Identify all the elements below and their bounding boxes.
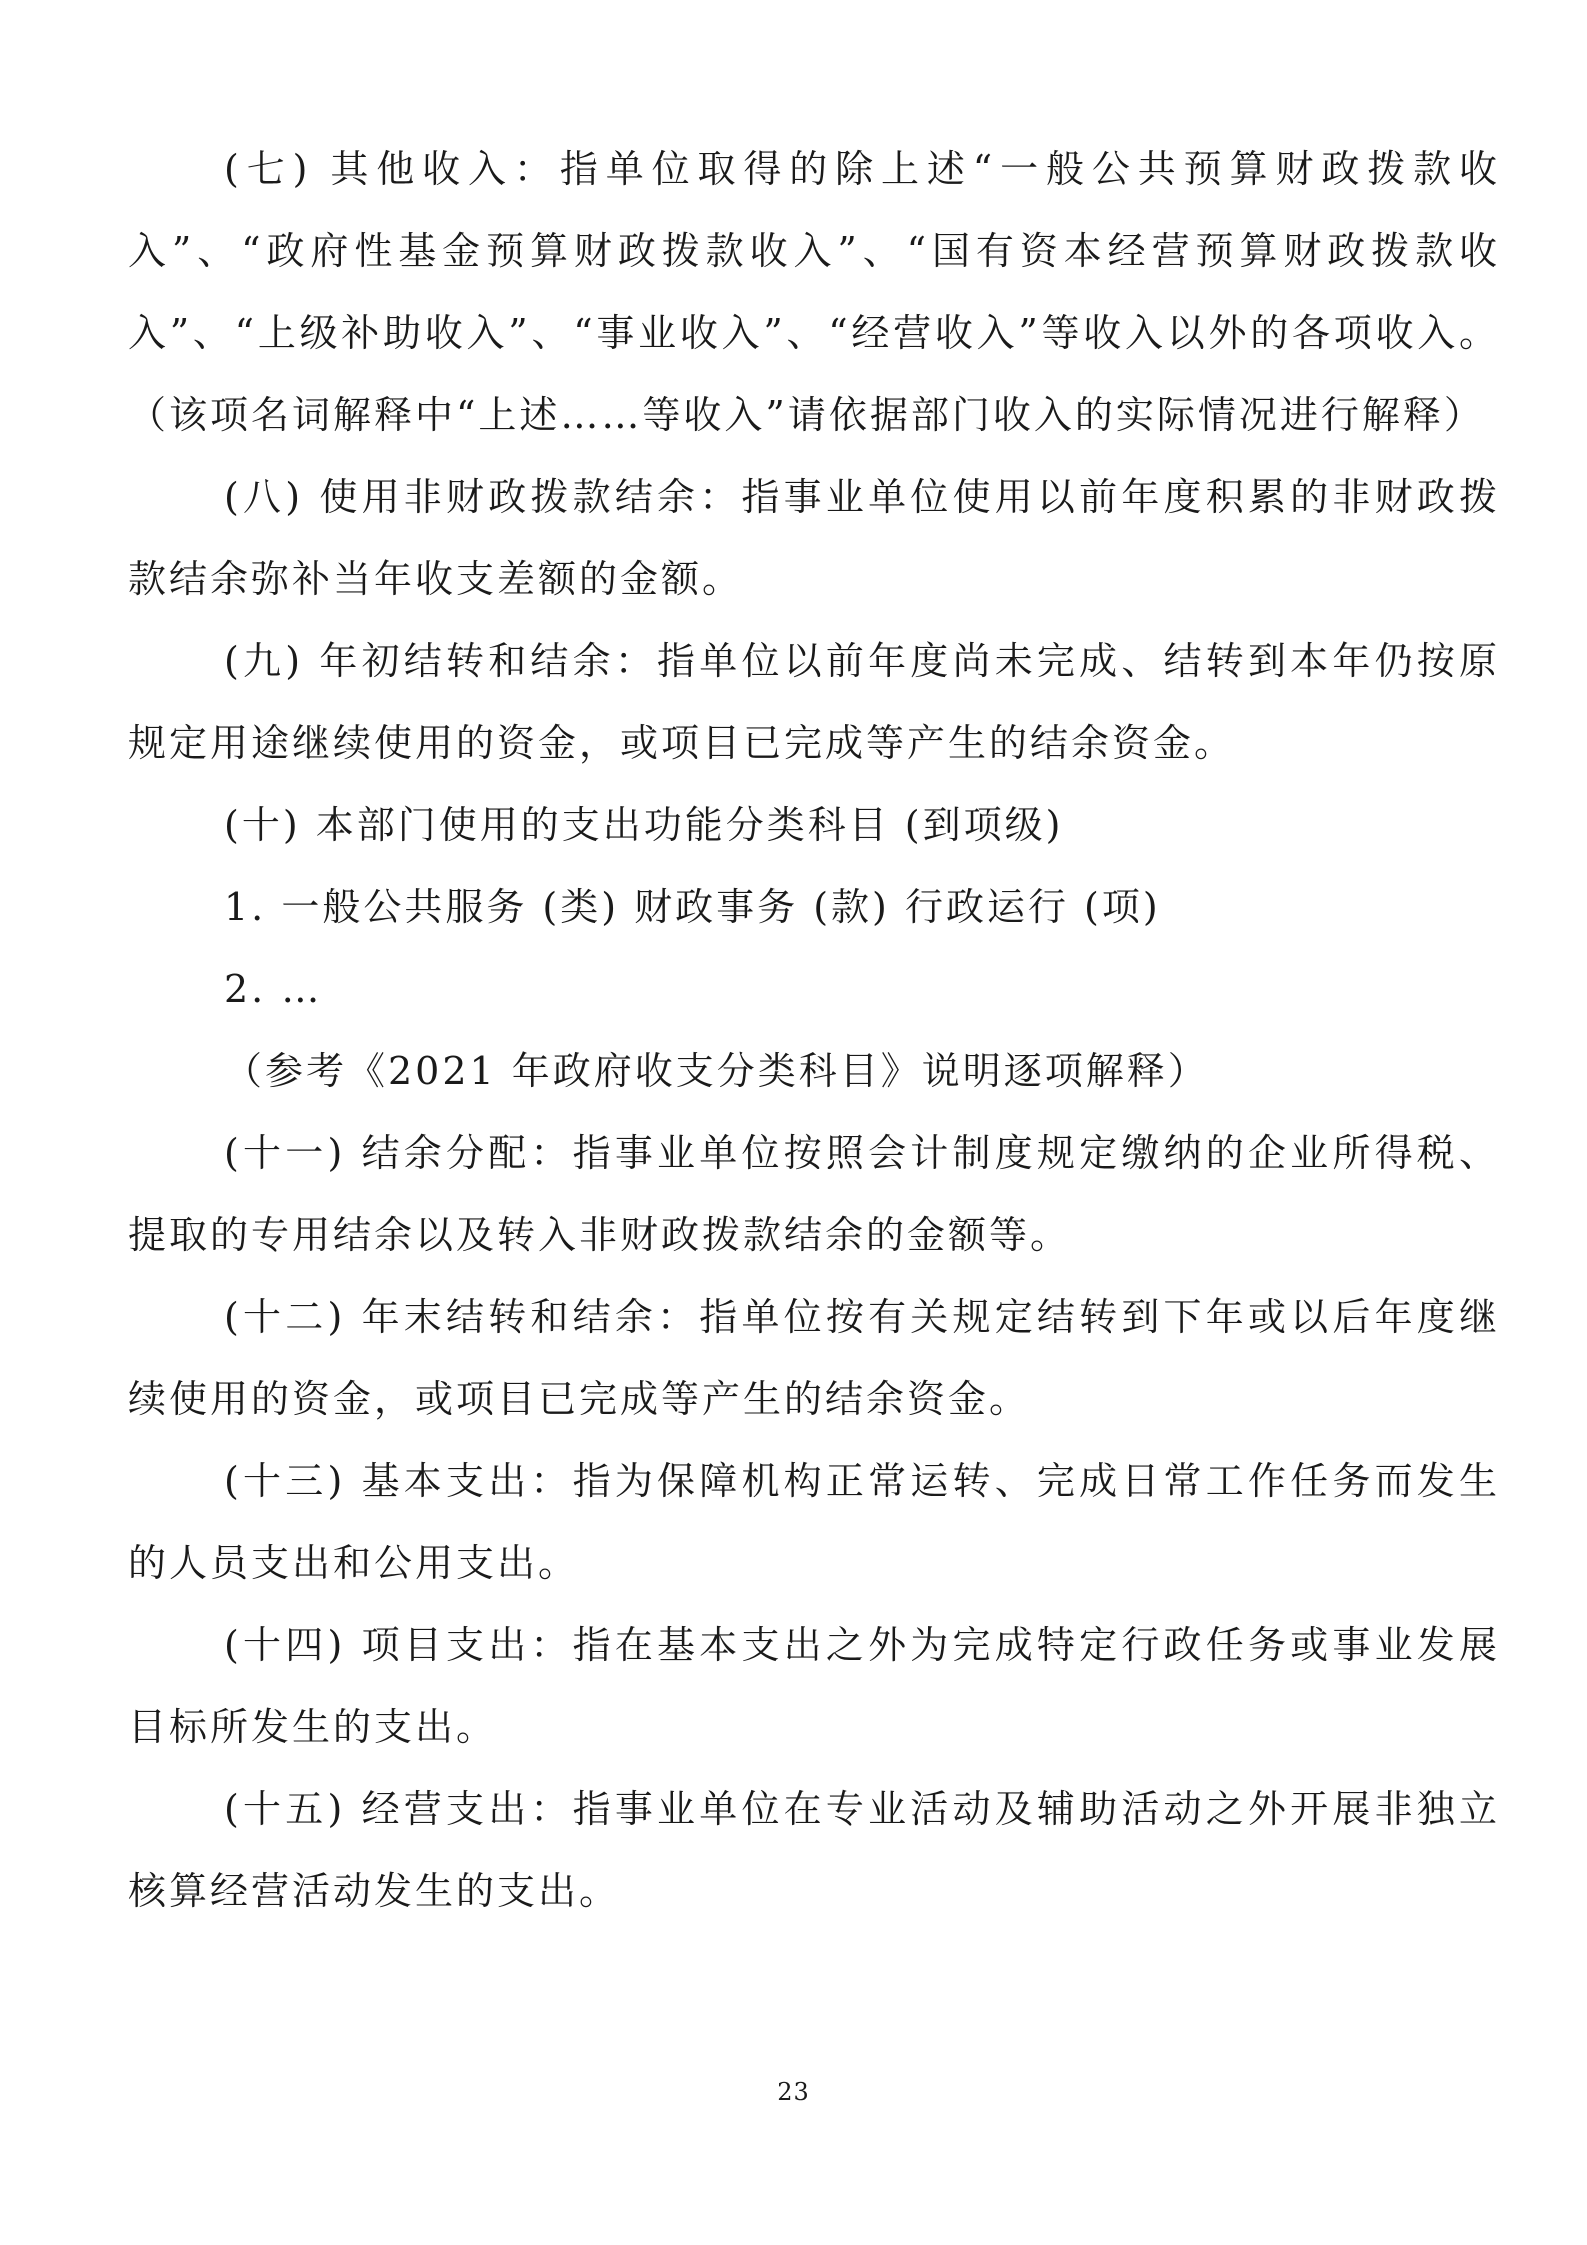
list-item-2: 2. … [224,967,323,1011]
list-item-1: 1. 一般公共服务 (类) 财政事务 (款) 行政运行 (项) [224,885,1161,929]
paragraph-project-expenditure: (十四) 项目支出：指在基本支出之外为完成特定行政任务或事业发展目标所发生的支出。 [128,1623,1500,1749]
page-number: 23 [777,2078,810,2106]
paragraph-opening-carryover: (九) 年初结转和结余：指单位以前年度尚未完成、结转到本年仍按原规定用途继续使用的资金，或项目已完成等产生的结余资金。 [128,639,1500,765]
paragraph-function-classification: (十) 本部门使用的支出功能分类科目 (到项级) [224,803,1064,847]
paragraph-closing-carryover: (十二) 年末结转和结余：指单位按有关规定结转到下年或以后年度继续使用的资金，或项目已完成等产生的结余资金。 [128,1295,1500,1421]
paragraph-other-income: (七) 其他收入：指单位取得的除上述“一般公共预算财政拨款收入”、“政府性基金预算财政拨款收入”、“国有资本经营预算财政拨款收入”、“上级补助收入”、“事业收入”、“经营收入”等收入以外的各项收入。（该项名词解释中“上述……等收入”请依据部门收入的实际情况进行解释） [128,147,1500,437]
paragraph-surplus-distribution: (十一) 结余分配：指事业单位按照会计制度规定缴纳的企业所得税、提取的专用结余以及转入非财政拨款结余的金额等。 [128,1131,1500,1257]
document-body [128,128,1500,1932]
paragraph-reference-note: （参考《2021 年政府收支分类科目》说明逐项解释） [224,1049,1209,1093]
paragraph-operating-expenditure: (十五) 经营支出：指事业单位在专业活动及辅助活动之外开展非独立核算经营活动发生的支出。 [128,1787,1500,1913]
paragraph-basic-expenditure: (十三) 基本支出：指为保障机构正常运转、完成日常工作任务而发生的人员支出和公用支出。 [128,1459,1500,1585]
paragraph-non-fiscal-surplus: (八) 使用非财政拨款结余：指事业单位使用以前年度积累的非财政拨款结余弥补当年收支差额的金额。 [128,475,1500,601]
